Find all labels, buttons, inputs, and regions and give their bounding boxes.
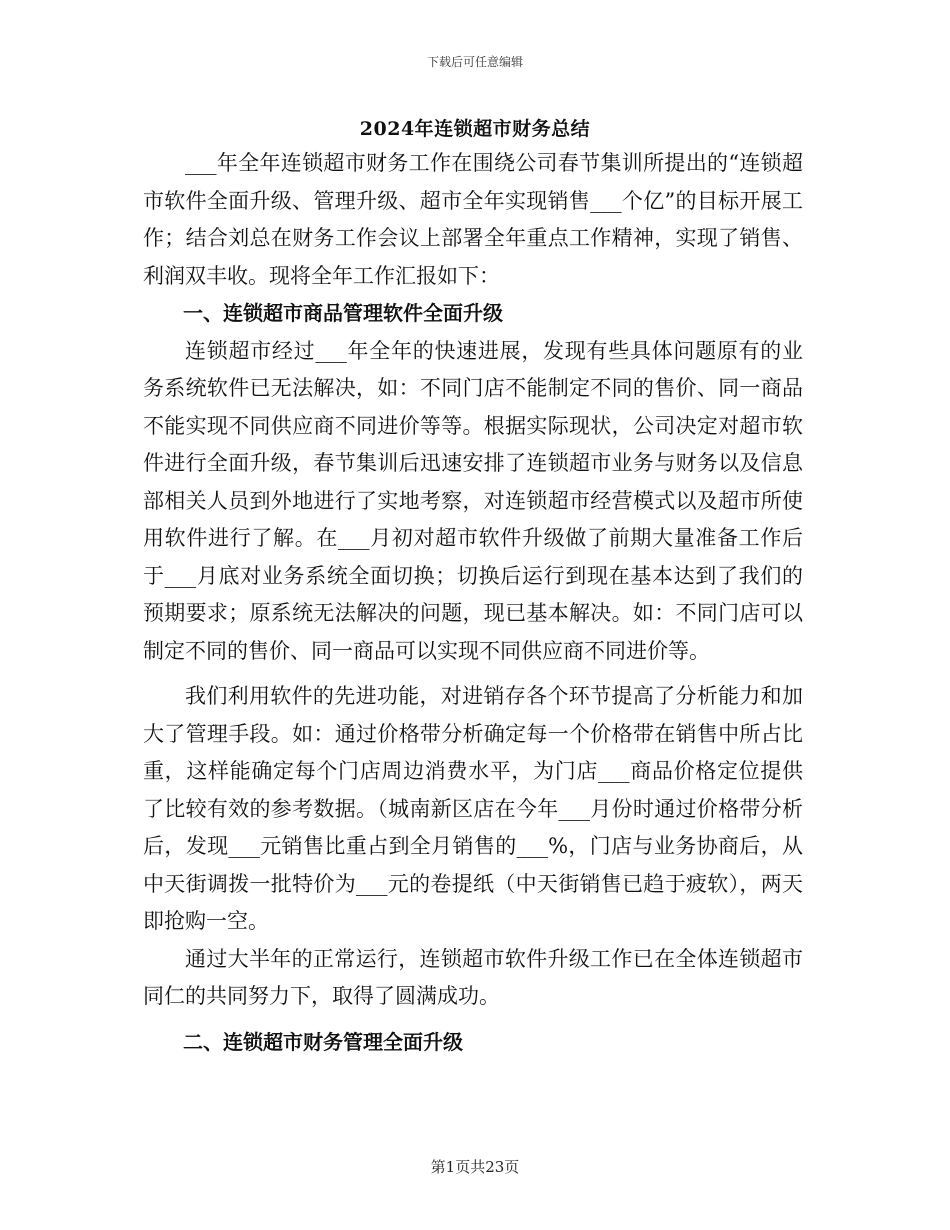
section-heading-1: 一、连锁超市商品管理软件全面升级 — [183, 301, 503, 325]
page-number: 第1页共23页 — [430, 1158, 520, 1176]
section-1-paragraph-1: 连锁超市经过___年全年的快速进展，发现有些具体问题原有的业务系统软件已无法解决，如：不同门店不能制定不同的售价、同一商品不能实现不同供应商不同进价等等。根据实际现状，公司决定对超市软件进行全面升级，春节集训后迅速安排了连锁超市业务与财务以及信息部相关人员到外地进行了实地考察，对连锁超市经营模式以及超市所使用软件进行了解。在___月初对超市软件升级做了前期大量准备工作后于___月底对业务系统全面切换；切换后运行到现在基本达到了我们的预期要求；原系统无法解决的问题，现已基本解决。如：不同门店可以制定不同的售价、同一商品可以实现不同供应商不同进价等。 — [143, 338, 803, 663]
header-note: 下载后可任意编辑 — [426, 55, 523, 69]
section-1-paragraph-2: 我们利用软件的先进功能，对进销存各个环节提高了分析能力和加大了管理手段。如：通过价格带分析确定每一个价格带在销售中所占比重，这样能确定每个门店周边消费水平，为门店___商品价格定位提供了比较有效的参考数据。（城南新区店在今年___月份时通过价格带分析后，发现___元销售比重占到全月销售的___%，门店与业务协商后，从中天街调拨一批特价为___元的卷提纸（中天街销售已趋于疲软），两天即抢购一空。 — [143, 684, 803, 933]
intro-paragraph: ___年全年连锁超市财务工作在围绕公司春节集训所提出的“连锁超市软件全面升级、管理升级、超市全年实现销售___个亿”的目标开展工作；结合刘总在财务工作会议上部署全年重点工作精神，实现了销售、利润双丰收。现将全年工作汇报如下： — [143, 151, 803, 288]
document-body — [143, 145, 803, 1061]
section-heading-2: 二、连锁超市财务管理全面升级 — [183, 1029, 463, 1054]
document-title: 2024年连锁超市财务总结 — [359, 118, 591, 140]
section-1-paragraph-3: 通过大半年的正常运行，连锁超市软件升级工作已在全体连锁超市同仁的共同努力下，取得了圆满成功。 — [143, 946, 803, 1008]
